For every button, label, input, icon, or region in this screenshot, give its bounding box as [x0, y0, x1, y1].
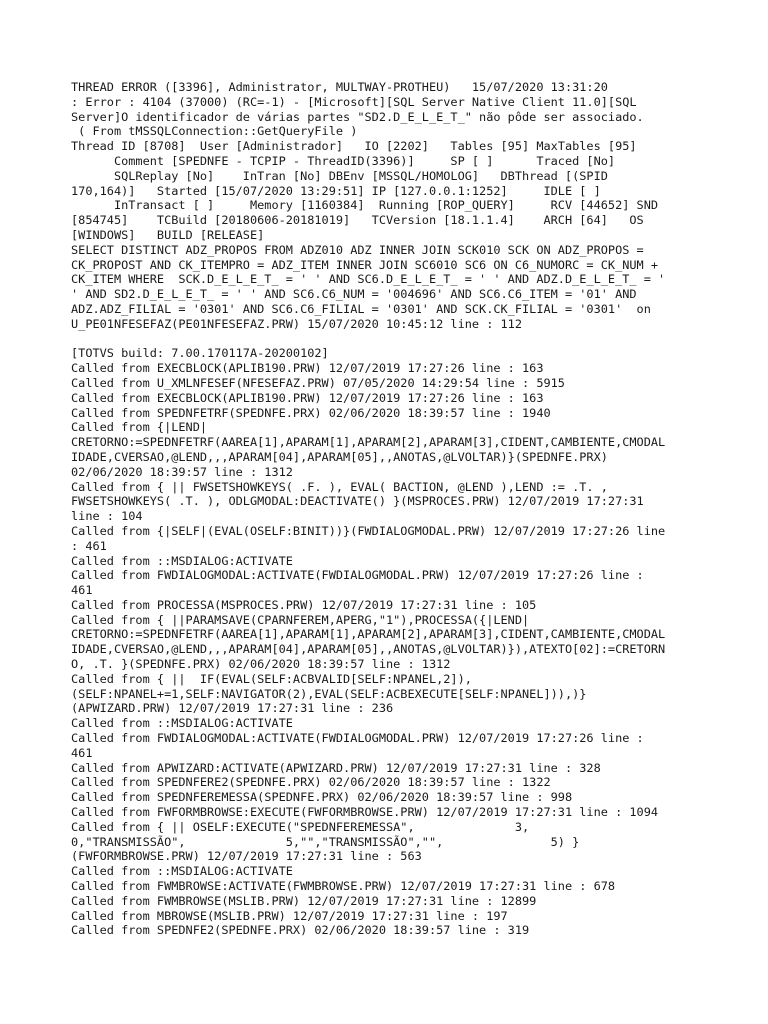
- log-line: [TOTVS build: 7.00.170117A-20200102]: [71, 346, 329, 361]
- log-line: Called from { ||PARAMSAVE(CPARNFEREM,APERG,"1"),PROCESSA({|LEND|: [71, 612, 530, 627]
- log-line: CK_ITEM WHERE SCK.D_E_L_E_T_ = ' ' AND SC6.D_E_L_E_T_ = ' ' AND ADZ.D_E_L_E_T_ = ': [71, 272, 666, 287]
- log-line: 461: [71, 745, 93, 760]
- log-line: CRETORNO:=SPEDNFETRF(AAREA[1],APARAM[1],APARAM[2],APARAM[3],CIDENT,CAMBIENTE,CMODAL: [71, 435, 666, 450]
- log-line: Called from SPEDNFE2(SPEDNFE.PRX) 02/06/2020 18:39:57 line : 319: [71, 923, 530, 938]
- log-line: Server]O identificador de várias partes "SD2.D_E_L_E_T_" não pôde ser associado.: [71, 109, 644, 124]
- log-line: 0,"TRANSMISSÃO", 5,"","TRANSMISSÃO","", 5) }: [71, 834, 580, 849]
- log-line: Thread ID [8708] User [Administrador] IO [2202] Tables [95] MaxTables [95]: [71, 139, 637, 154]
- log-line: Called from ::MSDIALOG:ACTIVATE: [71, 716, 293, 731]
- log-line: 02/06/2020 18:39:57 line : 1312: [71, 464, 293, 479]
- log-line: Called from { || IF(EVAL(SELF:ACBVALID[SELF:NPANEL,2]),: [71, 671, 472, 686]
- thread-error-block: [71, 80, 751, 332]
- log-line: [854745] TCBuild [20180606-20181019] TCVersion [18.1.1.4] ARCH [64] OS: [71, 213, 644, 228]
- log-line: Called from FWFORMBROWSE:EXECUTE(FWFORMBROWSE.PRW) 12/07/2019 17:27:31 line : 1094: [71, 805, 659, 820]
- log-line: Called from {|LEND|: [71, 420, 208, 435]
- log-document: [71, 80, 751, 938]
- log-line: THREAD ERROR ([3396], Administrator, MULTWAY-PROTHEU) 15/07/2020 13:31:20: [71, 80, 608, 94]
- log-line: Called from FWDIALOGMODAL:ACTIVATE(FWDIALOGMODAL.PRW) 12/07/2019 17:27:26 line :: [71, 568, 644, 583]
- log-line: Called from SPEDNFEREMESSA(SPEDNFE.PRX) 02/06/2020 18:39:57 line : 998: [71, 790, 573, 805]
- log-line: ADZ.ADZ_FILIAL = '0301' AND SC6.C6_FILIAL = '0301' AND SCK.CK_FILIAL = '0301' on: [71, 301, 651, 316]
- log-line: IDADE,CVERSAO,@LEND,,,APARAM[04],APARAM[05],,ANOTAS,@LVOLTAR)}),ATEXTO[02]:=CRETORN: [71, 642, 666, 657]
- log-line: : 461: [71, 538, 107, 553]
- log-line: Called from SPEDNFERE2(SPEDNFE.PRX) 02/06/2020 18:39:57 line : 1322: [71, 775, 551, 790]
- log-line: Comment [SPEDNFE - TCPIP - ThreadID(3396)] SP [ ] Traced [No]: [71, 153, 616, 168]
- log-line: Called from PROCESSA(MSPROCES.PRW) 12/07/2019 17:27:31 line : 105: [71, 597, 537, 612]
- log-line: : Error : 4104 (37000) (RC=-1) - [Microsoft][SQL Server Native Client 11.0][SQL: [71, 94, 637, 109]
- log-line: Called from FWMBROWSE:ACTIVATE(FWMBROWSE.PRW) 12/07/2019 17:27:31 line : 678: [71, 879, 616, 894]
- log-line: Called from SPEDNFETRF(SPEDNFE.PRX) 02/06/2020 18:39:57 line : 1940: [71, 405, 551, 420]
- log-line: 461: [71, 583, 93, 598]
- call-stack-block: [71, 346, 751, 938]
- log-line: SQLReplay [No] InTran [No] DBEnv [MSSQL/HOMOLOG] DBThread [(SPID: [71, 168, 608, 183]
- log-line: Called from EXECBLOCK(APLIB190.PRW) 12/07/2019 17:27:26 line : 163: [71, 361, 544, 376]
- log-line: Called from { || FWSETSHOWKEYS( .F. ), EVAL( BACTION, @LEND ),LEND := .T. ,: [71, 479, 608, 494]
- blank-line: [71, 332, 751, 347]
- log-line: [WINDOWS] BUILD [RELEASE]: [71, 227, 265, 242]
- log-line: FWSETSHOWKEYS( .T. ), ODLGMODAL:DEACTIVATE() }(MSPROCES.PRW) 12/07/2019 17:27:31: [71, 494, 644, 509]
- log-line: CRETORNO:=SPEDNFETRF(AAREA[1],APARAM[1],APARAM[2],APARAM[3],CIDENT,CAMBIENTE,CMODAL: [71, 627, 666, 642]
- log-line: 170,164)] Started [15/07/2020 13:29:51] IP [127.0.0.1:1252] IDLE [ ]: [71, 183, 601, 198]
- log-line: Called from {|SELF|(EVAL(OSELF:BINIT))}(FWDIALOGMODAL.PRW) 12/07/2019 17:27:26 line: [71, 523, 666, 538]
- log-line: Called from FWDIALOGMODAL:ACTIVATE(FWDIALOGMODAL.PRW) 12/07/2019 17:27:26 line :: [71, 731, 644, 746]
- log-line: Called from ::MSDIALOG:ACTIVATE: [71, 864, 293, 879]
- log-line: O, .T. }(SPEDNFE.PRX) 02/06/2020 18:39:57 line : 1312: [71, 657, 451, 672]
- log-line: Called from EXECBLOCK(APLIB190.PRW) 12/07/2019 17:27:26 line : 163: [71, 390, 544, 405]
- log-line: InTransact [ ] Memory [1160384] Running [ROP_QUERY] RCV [44652] SND: [71, 198, 659, 213]
- log-line: Called from ::MSDIALOG:ACTIVATE: [71, 553, 293, 568]
- log-line: ' AND SD2.D_E_L_E_T_ = ' ' AND SC6.C6_NUM = '004696' AND SC6.C6_ITEM = '01' AND: [71, 287, 637, 302]
- log-line: (FWFORMBROWSE.PRW) 12/07/2019 17:27:31 line : 563: [71, 849, 422, 864]
- log-line: line : 104: [71, 509, 143, 524]
- log-line: ( From tMSSQLConnection::GetQueryFile ): [71, 124, 358, 139]
- log-line: Called from APWIZARD:ACTIVATE(APWIZARD.PRW) 12/07/2019 17:27:31 line : 328: [71, 760, 601, 775]
- log-line: CK_PROPOST AND CK_ITEMPRO = ADZ_ITEM INNER JOIN SC6010 SC6 ON C6_NUMORC = CK_NUM +: [71, 257, 659, 272]
- log-line: U_PE01NFESEFAZ(PE01NFESEFAZ.PRW) 15/07/2020 10:45:12 line : 112: [71, 316, 523, 331]
- log-line: Called from FWMBROWSE(MSLIB.PRW) 12/07/2019 17:27:31 line : 12899: [71, 893, 537, 908]
- log-line: Called from { || OSELF:EXECUTE("SPEDNFEREMESSA", 3,: [71, 819, 530, 834]
- log-line: (APWIZARD.PRW) 12/07/2019 17:27:31 line : 236: [71, 701, 394, 716]
- log-line: Called from U_XMLNFESEF(NFESEFAZ.PRW) 07/05/2020 14:29:54 line : 5915: [71, 375, 565, 390]
- log-line: (SELF:NPANEL+=1,SELF:NAVIGATOR(2),EVAL(SELF:ACBEXECUTE[SELF:NPANEL])),)}: [71, 686, 587, 701]
- log-line: Called from MBROWSE(MSLIB.PRW) 12/07/2019 17:27:31 line : 197: [71, 908, 508, 923]
- log-line: SELECT DISTINCT ADZ_PROPOS FROM ADZ010 ADZ INNER JOIN SCK010 SCK ON ADZ_PROPOS =: [71, 242, 644, 257]
- log-line: IDADE,CVERSAO,@LEND,,,APARAM[04],APARAM[05],,ANOTAS,@LVOLTAR)}(SPEDNFE.PRX): [71, 449, 608, 464]
